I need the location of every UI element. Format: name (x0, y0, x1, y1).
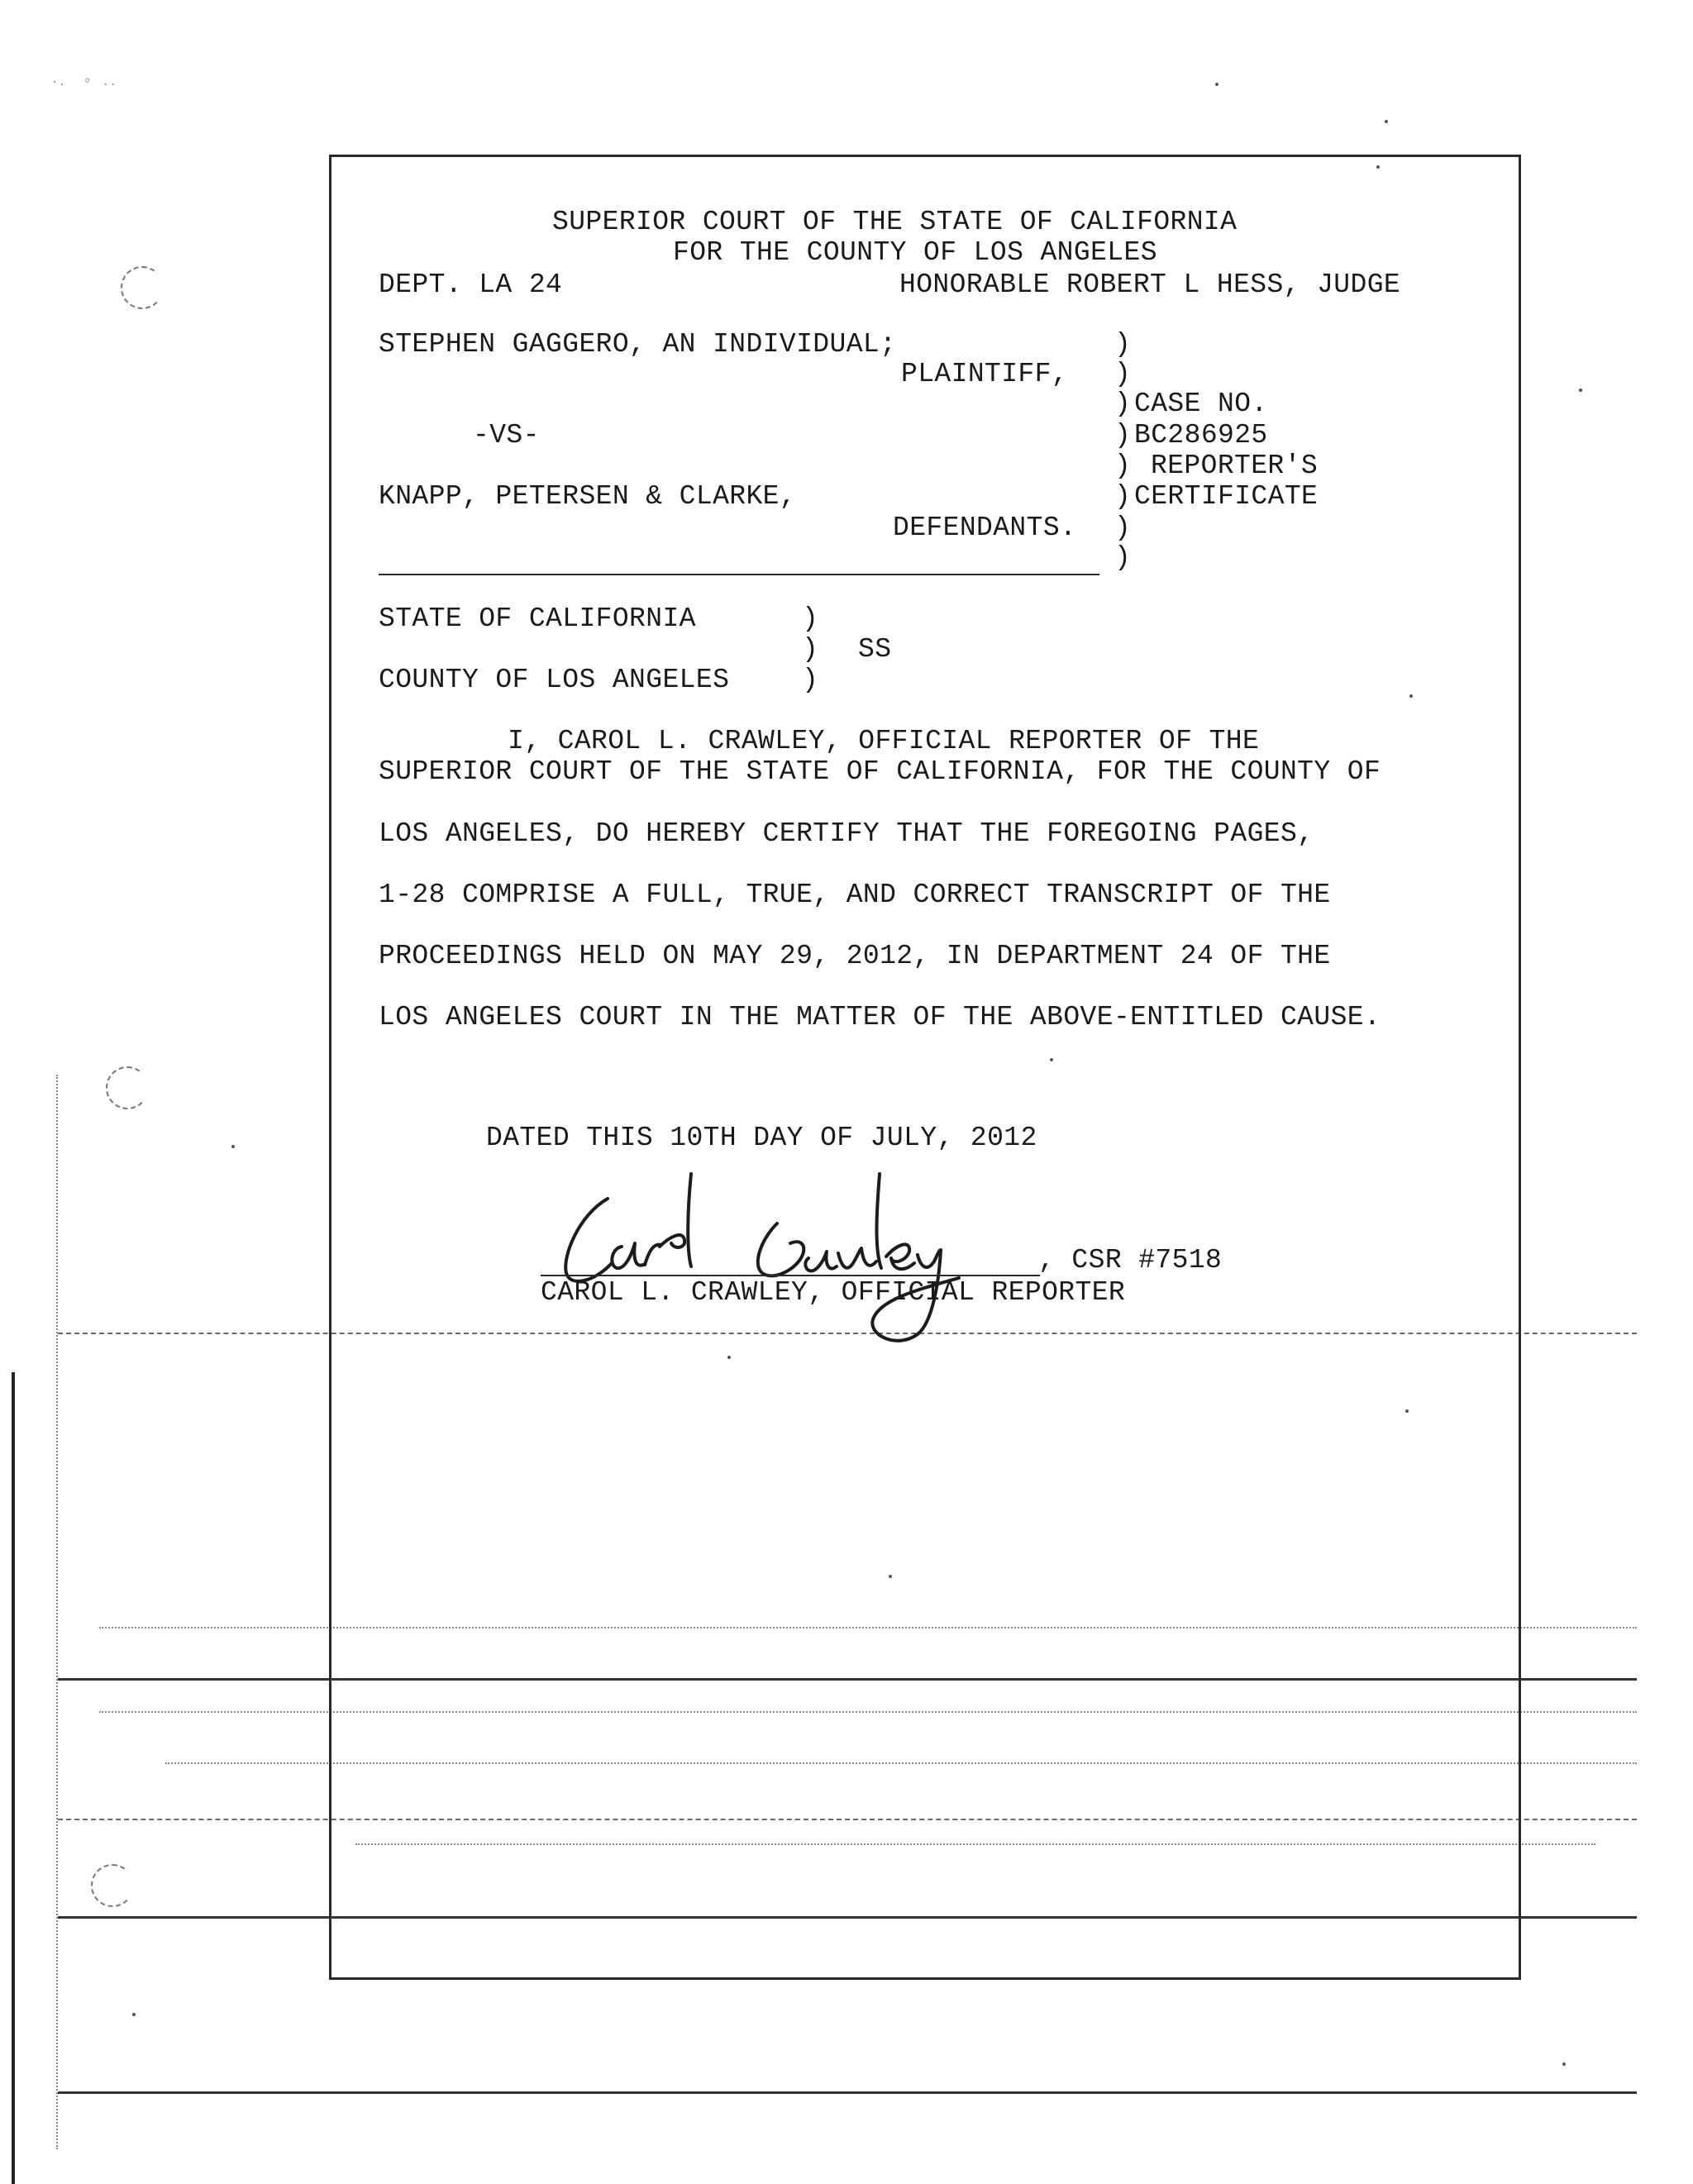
caption-paren: ) (1114, 513, 1132, 543)
caption-paren: ) (1114, 389, 1132, 419)
venue-paren: ) (802, 665, 819, 695)
certification-line: LOS ANGELES, DO HEREBY CERTIFY THAT THE FOREGOING PAGES, (379, 818, 1314, 849)
department-label: DEPT. LA 24 (379, 269, 563, 300)
plaintiff-name: STEPHEN GAGGERO, AN INDIVIDUAL; (379, 329, 897, 360)
case-number-label: CASE NO. (1134, 389, 1268, 419)
certification-line: I, CAROL L. CRAWLEY, OFFICIAL REPORTER OF THE (508, 726, 1260, 756)
scan-speck (1385, 120, 1388, 123)
certification-line: SUPERIOR COURT OF THE STATE OF CALIFORNIA, FOR THE COUNTY OF (379, 756, 1381, 787)
caption-paren: ) (1114, 329, 1132, 360)
defendant-name: KNAPP, PETERSEN & CLARKE, (379, 481, 797, 512)
scan-speck (1562, 2062, 1566, 2066)
county-heading: FOR THE COUNTY OF LOS ANGELES (673, 237, 1157, 268)
venue-paren: ) (802, 634, 819, 665)
plaintiff-role: PLAINTIFF, (901, 359, 1069, 389)
caption-rule (379, 574, 1099, 575)
punch-hole-mark (91, 1864, 134, 1907)
defendant-role: DEFENDANTS. (893, 513, 1077, 543)
certification-line: 1-28 COMPRISE A FULL, TRUE, AND CORRECT TRANSCRIPT OF THE (379, 880, 1331, 910)
document-title-line2: CERTIFICATE (1134, 481, 1319, 512)
venue-paren: ) (802, 603, 819, 634)
left-edge-dotted-line (56, 1075, 58, 2149)
punch-hole-mark (121, 266, 164, 309)
signature-line (541, 1275, 1040, 1276)
court-heading: SUPERIOR COURT OF THE STATE OF CALIFORNIA (552, 207, 1238, 237)
scan-speck (1215, 83, 1218, 86)
scan-speck (132, 2013, 136, 2016)
document-title-line1: REPORTER'S (1151, 451, 1319, 481)
punch-hole-mark (106, 1066, 149, 1109)
scan-speck (231, 1145, 235, 1148)
case-number: BC286925 (1134, 420, 1268, 451)
reporter-printed-name: CAROL L. CRAWLEY, OFFICIAL REPORTER (541, 1277, 1126, 1308)
venue-state: STATE OF CALIFORNIA (379, 603, 696, 634)
caption-paren: ) (1114, 420, 1132, 451)
caption-paren: ) (1114, 451, 1132, 481)
dated-line: DATED THIS 10TH DAY OF JULY, 2012 (486, 1123, 1037, 1153)
left-edge-scan-line (12, 1372, 15, 2184)
certification-line: LOS ANGELES COURT IN THE MATTER OF THE ABOVE-ENTITLED CAUSE. (379, 1002, 1381, 1032)
corner-scan-marks: ·. ͦ .. (51, 76, 117, 89)
scan-solid-line (58, 2091, 1637, 2094)
certification-line: PROCEEDINGS HELD ON MAY 29, 2012, IN DEPARTMENT 24 OF THE (379, 941, 1331, 971)
versus-label: -VS- (473, 420, 540, 451)
handwritten-signature (529, 1157, 1108, 1356)
scan-speck (1579, 389, 1582, 392)
caption-paren: ) (1114, 542, 1132, 573)
venue-county: COUNTY OF LOS ANGELES (379, 665, 730, 695)
caption-paren: ) (1114, 481, 1132, 512)
judge-label: HONORABLE ROBERT L HESS, JUDGE (899, 269, 1401, 300)
csr-number: , CSR #7518 (1038, 1245, 1223, 1276)
caption-paren: ) (1114, 359, 1132, 389)
venue-ss: SS (858, 634, 892, 665)
